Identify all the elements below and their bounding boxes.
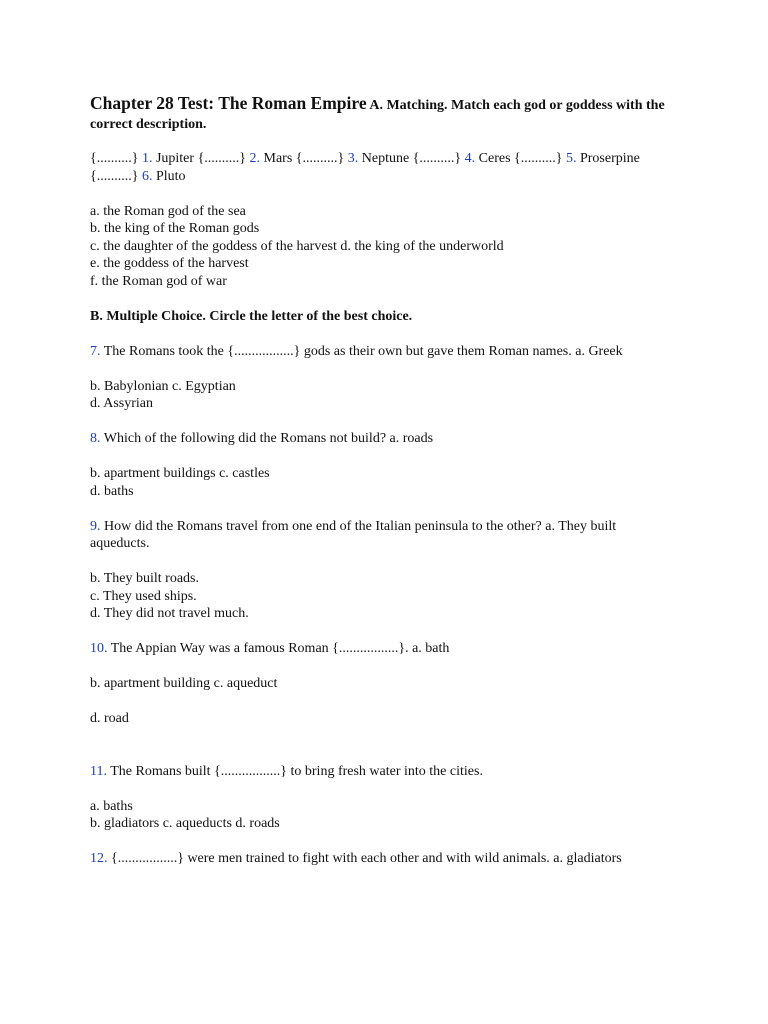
matching-number: 6. xyxy=(141,168,153,184)
question-7-choices xyxy=(90,378,678,413)
section-a-heading: A. Matching. Match each god or goddess with the correct description. xyxy=(90,98,665,132)
choice-line: d. They did not travel much. xyxy=(90,606,249,621)
matching-blank: {..........} xyxy=(90,168,139,184)
choice-line: b. They built roads. xyxy=(90,571,200,586)
matching-number: 5. xyxy=(565,151,577,166)
choice-line: b. gladiators c. aqueducts d. roads xyxy=(90,816,280,831)
question-text: The Romans built {.................} to bring fresh water into the cities. xyxy=(110,763,483,779)
question-number: 8. xyxy=(90,431,101,446)
chapter-title: Chapter 28 Test: The Roman Empire xyxy=(90,93,367,113)
question-text: Which of the following did the Romans not build? a. roads xyxy=(103,431,434,446)
description-line: a. the Roman god of the sea xyxy=(90,203,246,219)
question-8-choices xyxy=(90,465,678,500)
matching-blank: {..........} xyxy=(412,151,462,166)
question-number: 9. xyxy=(90,518,101,534)
matching-name: Ceres xyxy=(478,151,511,166)
question-text: The Appian Way was a famous Roman {.................}. a. bath xyxy=(110,641,450,656)
description-line: b. the king of the Roman gods xyxy=(90,221,260,236)
choice-line: a. baths xyxy=(90,798,133,814)
choice-line: d. Assyrian xyxy=(90,396,153,411)
question-number: 10. xyxy=(90,641,108,656)
matching-blank: {..........} xyxy=(295,151,345,166)
question-number: 12. xyxy=(90,851,108,866)
matching-number: 4. xyxy=(464,151,476,166)
question-8 xyxy=(90,430,678,448)
question-9 xyxy=(90,518,678,553)
matching-blank: {..........} xyxy=(90,151,139,166)
matching-number: 1. xyxy=(141,151,153,166)
question-number: 7. xyxy=(90,343,101,359)
question-12 xyxy=(90,850,678,868)
document-title xyxy=(90,94,678,134)
matching-name: Pluto xyxy=(155,168,186,184)
question-11 xyxy=(90,763,678,781)
question-11-choices xyxy=(90,798,678,833)
matching-items xyxy=(90,150,678,185)
matching-name: Mars xyxy=(263,151,293,166)
matching-number: 2. xyxy=(249,151,261,166)
question-text: {.................} were men trained to fight with each other and with wild animals. a. gladiators xyxy=(111,851,622,866)
choice-line: b. apartment buildings c. castles xyxy=(90,466,270,481)
question-text: How did the Romans travel from one end of the Italian peninsula to the other? a. They built aqueducts. xyxy=(90,518,617,551)
matching-descriptions xyxy=(90,203,678,291)
choice-line: b. Babylonian c. Egyptian xyxy=(90,378,236,394)
question-9-choices xyxy=(90,570,678,623)
description-line: f. the Roman god of war xyxy=(90,273,227,289)
question-number: 11. xyxy=(90,763,107,779)
matching-blank: {..........} xyxy=(197,151,247,166)
matching-name: Proserpine xyxy=(579,151,640,166)
question-10 xyxy=(90,640,678,658)
choice-line: d. baths xyxy=(90,483,134,499)
section-b-heading: B. Multiple Choice. Circle the letter of the best choice. xyxy=(90,308,413,324)
question-10-choice-d: d. road xyxy=(90,711,129,726)
matching-blank: {..........} xyxy=(514,151,563,166)
question-7 xyxy=(90,343,678,361)
matching-number: 3. xyxy=(347,151,359,166)
matching-name: Neptune xyxy=(361,151,410,166)
description-line: c. the daughter of the goddess of the harvest d. the king of the underworld xyxy=(90,238,504,254)
question-text: The Romans took the {.................} gods as their own but gave them Roman names. a. Greek xyxy=(103,343,623,359)
choice-line: c. They used ships. xyxy=(90,588,197,604)
question-10-choice-b: b. apartment building c. aqueduct xyxy=(90,676,278,691)
matching-name: Jupiter xyxy=(155,151,195,166)
description-line: e. the goddess of the harvest xyxy=(90,256,249,271)
